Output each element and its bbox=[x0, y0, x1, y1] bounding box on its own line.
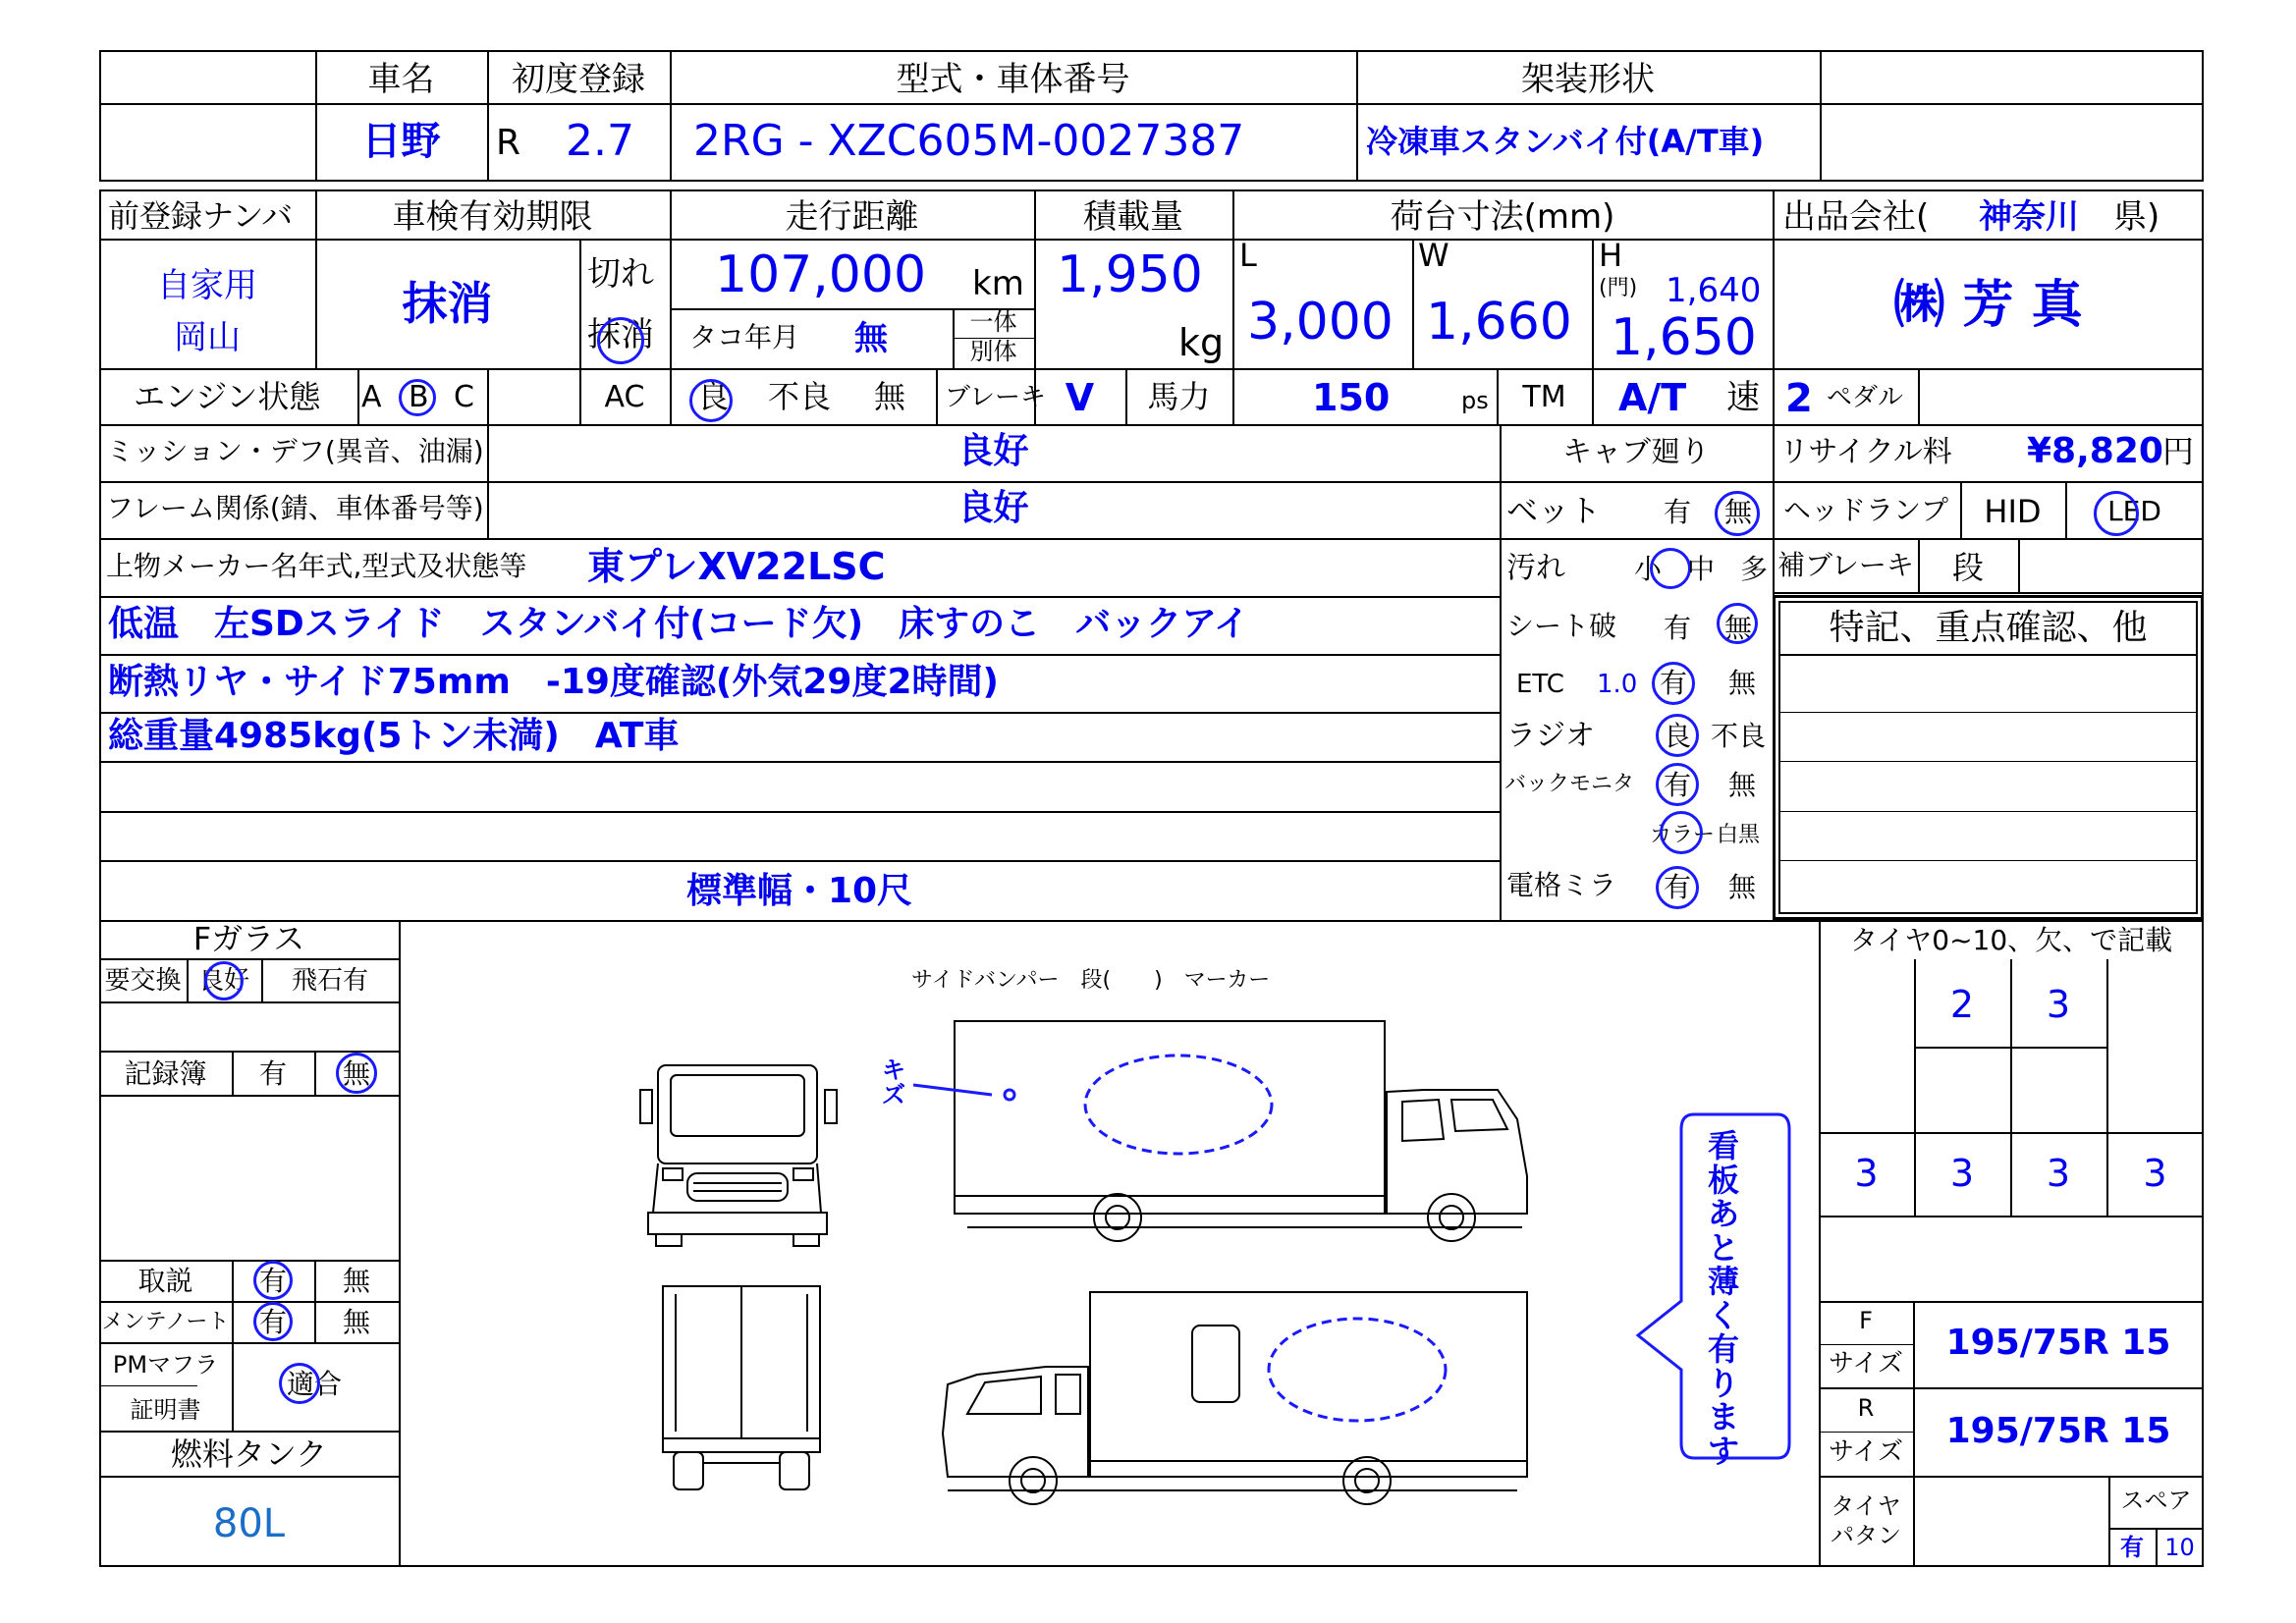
tm-value: A/T bbox=[1618, 376, 1687, 419]
led-option: LED bbox=[2107, 495, 2161, 527]
taco-value: 無 bbox=[854, 319, 888, 358]
hid-option: HID bbox=[1984, 493, 2042, 530]
manual-no: 無 bbox=[342, 1265, 370, 1297]
fuel-title: 燃料タンク bbox=[170, 1435, 328, 1473]
sign-note: 看板あと薄く有ります bbox=[1708, 1127, 1740, 1470]
maker-value: 日野 bbox=[361, 119, 441, 164]
header-body-label: 架装形状 bbox=[1521, 60, 1655, 99]
etc-no: 無 bbox=[1728, 667, 1757, 699]
bw-label: 白黒 bbox=[1717, 823, 1761, 847]
tire-r-size-label: サイズ bbox=[1829, 1437, 1903, 1467]
ps-unit: ps bbox=[1461, 387, 1489, 414]
tire-r-label: R bbox=[1857, 1394, 1875, 1422]
pm-label-2: 証明書 bbox=[130, 1396, 201, 1424]
bumper-note: サイドバンパー 段( ) マーカー bbox=[911, 968, 1271, 993]
taco-label: タコ年月 bbox=[689, 321, 800, 353]
record-no: 無 bbox=[342, 1057, 370, 1090]
dirt-label: 汚れ bbox=[1506, 551, 1565, 585]
radio-good: 良 bbox=[1664, 720, 1692, 752]
engine-grade-c: C bbox=[454, 380, 474, 414]
tm-label: TM bbox=[1522, 380, 1566, 414]
tire-rear-3: 3 bbox=[2046, 1152, 2071, 1195]
condition-line-6: 標準幅・10尺 bbox=[685, 871, 913, 911]
pedal-count: 2 bbox=[1785, 376, 1813, 421]
model-code-value: 2RG - XZC605M-0027387 bbox=[693, 116, 1245, 166]
length-label: L bbox=[1239, 237, 1257, 274]
glass-title: Fガラス bbox=[192, 920, 305, 957]
header-first-reg-label: 初度登録 bbox=[512, 60, 645, 99]
bed-label: ベット bbox=[1506, 492, 1602, 529]
bed-dim-label: 荷台寸法(mm) bbox=[1390, 197, 1615, 237]
prev-area-value: 岡山 bbox=[174, 318, 241, 357]
pm-value: 適合 bbox=[287, 1368, 343, 1400]
engine-grade-a: A bbox=[361, 380, 382, 414]
frame-value: 良好 bbox=[957, 488, 1029, 528]
color-label: カラー bbox=[1650, 823, 1716, 847]
header-model-label: 型式・車体番号 bbox=[896, 60, 1130, 99]
header-maker-label: 車名 bbox=[367, 60, 435, 99]
tire-rear-2: 3 bbox=[1949, 1152, 1975, 1195]
headlamp-label: ヘッドランプ bbox=[1783, 494, 1949, 526]
ac-none: 無 bbox=[874, 378, 906, 415]
dirt-small: 小 bbox=[1634, 553, 1663, 585]
expired-label: 切れ bbox=[587, 254, 654, 294]
monitor-label: バックモニタ bbox=[1504, 772, 1635, 796]
prev-use-value: 自家用 bbox=[157, 266, 257, 305]
fuel-value: 80L bbox=[212, 1501, 286, 1546]
scratch-dot bbox=[1005, 1090, 1014, 1100]
pm-label-1: PMマフラ bbox=[112, 1351, 219, 1379]
manual-yes: 有 bbox=[258, 1265, 287, 1297]
maint-no: 無 bbox=[342, 1306, 370, 1338]
tire-rear-1: 3 bbox=[1854, 1152, 1879, 1195]
tire-pattern-label-2: パタン bbox=[1831, 1522, 1901, 1549]
tire-r-size: 195/75R 15 bbox=[1945, 1411, 2171, 1451]
betsu-label: 別体 bbox=[969, 338, 1017, 365]
maint-label: メンテノート bbox=[101, 1310, 230, 1334]
condition-line-1: 低温 左SDスライド スタンバイ付(コード欠) 床すのこ バックアイ bbox=[108, 604, 1249, 644]
bed-no: 無 bbox=[1724, 496, 1753, 528]
glass-good: 良好 bbox=[197, 966, 249, 996]
mirror-no: 無 bbox=[1728, 871, 1757, 903]
brake-value: V bbox=[1065, 376, 1095, 419]
sign-mark-ellipse-1 bbox=[1085, 1055, 1272, 1154]
radio-bad: 不良 bbox=[1711, 720, 1767, 752]
seller-label: 出品会社( bbox=[1782, 197, 1930, 237]
recycle-value: ¥8,820 bbox=[2027, 431, 2163, 471]
tire-pattern-label-1: タイヤ bbox=[1831, 1492, 1901, 1520]
seat-label: シート破 bbox=[1506, 610, 1617, 642]
truck-side-view-2 bbox=[943, 1292, 1527, 1504]
record-yes: 有 bbox=[258, 1057, 287, 1090]
scratch-note: キズ bbox=[882, 1056, 905, 1109]
mirror-yes: 有 bbox=[1664, 871, 1692, 903]
etc-version: 1.0 bbox=[1597, 670, 1638, 699]
km-unit: km bbox=[972, 264, 1024, 303]
yen-unit: 円 bbox=[2162, 433, 2195, 470]
aux-brake-label: 補ブレーキ bbox=[1777, 549, 1914, 581]
speed-label: 速 bbox=[1726, 378, 1760, 417]
mission-value: 良好 bbox=[957, 431, 1029, 471]
truck-front-view bbox=[640, 1065, 837, 1246]
inspection-label: 車検有効期限 bbox=[392, 197, 593, 237]
height-label: H bbox=[1599, 237, 1623, 274]
load-label: 積載量 bbox=[1083, 197, 1183, 237]
seat-yes: 有 bbox=[1664, 612, 1692, 644]
load-value: 1,950 bbox=[1057, 245, 1203, 304]
tire-front-left: 2 bbox=[1949, 983, 1975, 1026]
manual-label: 取説 bbox=[137, 1265, 193, 1297]
tire-title: タイヤ0~10、欠、で記載 bbox=[1849, 924, 2173, 956]
sign-callout bbox=[1638, 1114, 1789, 1458]
inspection-value: 抹消 bbox=[402, 277, 493, 330]
cancelled-label: 抹消 bbox=[587, 315, 654, 354]
brake-label: ブレーキ bbox=[945, 383, 1046, 412]
maint-yes: 有 bbox=[258, 1306, 287, 1338]
upper-label: 上物メーカー名年式,型式及状態等 bbox=[106, 550, 527, 582]
mileage-value: 107,000 bbox=[715, 245, 927, 304]
etc-yes: 有 bbox=[1660, 667, 1688, 699]
reg-year-value: 2.7 bbox=[566, 116, 634, 166]
recycle-label: リサイクル料 bbox=[1779, 435, 1952, 469]
upper-value: 東プレXV22LSC bbox=[587, 545, 886, 588]
length-value: 3,000 bbox=[1247, 293, 1394, 352]
kg-unit: kg bbox=[1178, 321, 1225, 364]
mirror-label: 電格ミラ bbox=[1506, 869, 1617, 901]
mileage-label: 走行距離 bbox=[785, 197, 919, 237]
engine-label: エンジン状態 bbox=[134, 378, 321, 415]
pedal-label: ペダル bbox=[1827, 383, 1904, 412]
prev-plate-label: 前登録ナンバ bbox=[108, 197, 294, 235]
tire-front-right: 3 bbox=[2046, 983, 2071, 1026]
tire-f-label: F bbox=[1859, 1307, 1873, 1334]
spare-has: 有 bbox=[2120, 1534, 2144, 1561]
notes-title: 特記、重点確認、他 bbox=[1829, 608, 2148, 648]
era-value: R bbox=[496, 123, 521, 163]
engine-grade-b: B bbox=[409, 380, 429, 414]
spare-value: 10 bbox=[2164, 1534, 2195, 1561]
spare-label: スペア bbox=[2120, 1487, 2192, 1514]
aux-brake-value: 段 bbox=[1951, 549, 1984, 586]
condition-line-2: 断熱リヤ・サイド75mm -19度確認(外気29度2時間) bbox=[108, 662, 999, 702]
height-door-value: 1,640 bbox=[1666, 271, 1762, 310]
width-label: W bbox=[1418, 237, 1449, 274]
height-sub-label: (門) bbox=[1599, 276, 1638, 300]
seller-pref-suffix: 県) bbox=[2113, 197, 2160, 237]
frame-label: フレーム関係(錆、車体番号等) bbox=[106, 492, 484, 524]
tire-f-size: 195/75R 15 bbox=[1945, 1323, 2171, 1363]
monitor-yes: 有 bbox=[1664, 769, 1692, 801]
power-value: 150 bbox=[1312, 376, 1391, 419]
mission-label: ミッション・デフ(異音、油漏) bbox=[106, 435, 484, 467]
truck-side-view-1 bbox=[955, 1021, 1527, 1241]
body-type-value: 冷凍車スタンバイ付(A/T車) bbox=[1366, 123, 1765, 160]
power-label: 馬力 bbox=[1147, 378, 1211, 415]
truck-rear-view bbox=[663, 1286, 820, 1489]
seller-pref: 神奈川 bbox=[1979, 197, 2079, 237]
tire-rear-4: 3 bbox=[2143, 1152, 2167, 1195]
seat-no: 無 bbox=[1724, 612, 1753, 644]
etc-label: ETC bbox=[1516, 670, 1564, 699]
bed-yes: 有 bbox=[1664, 496, 1692, 528]
monitor-no: 無 bbox=[1728, 769, 1757, 801]
dirt-large: 多 bbox=[1740, 553, 1769, 585]
glass-replace: 要交換 bbox=[104, 966, 182, 996]
radio-label: ラジオ bbox=[1506, 719, 1595, 753]
seller-name: ㈱ 芳 真 bbox=[1893, 276, 2083, 335]
record-label: 記録簿 bbox=[124, 1057, 207, 1090]
ac-label: AC bbox=[604, 380, 645, 414]
ac-good: 良 bbox=[697, 378, 730, 415]
tire-f-size-label: サイズ bbox=[1829, 1349, 1903, 1379]
ittai-label: 一体 bbox=[969, 308, 1017, 336]
cab-title: キャブ廻り bbox=[1562, 435, 1710, 469]
ac-bad: 不良 bbox=[768, 378, 832, 415]
glass-chip: 飛石有 bbox=[291, 966, 368, 996]
sign-mark-ellipse-2 bbox=[1269, 1319, 1446, 1421]
dirt-medium: 中 bbox=[1687, 553, 1716, 585]
width-value: 1,660 bbox=[1426, 293, 1572, 352]
height-value: 1,650 bbox=[1611, 308, 1757, 367]
condition-line-3: 総重量4985kg(5トン未満) AT車 bbox=[108, 716, 680, 756]
